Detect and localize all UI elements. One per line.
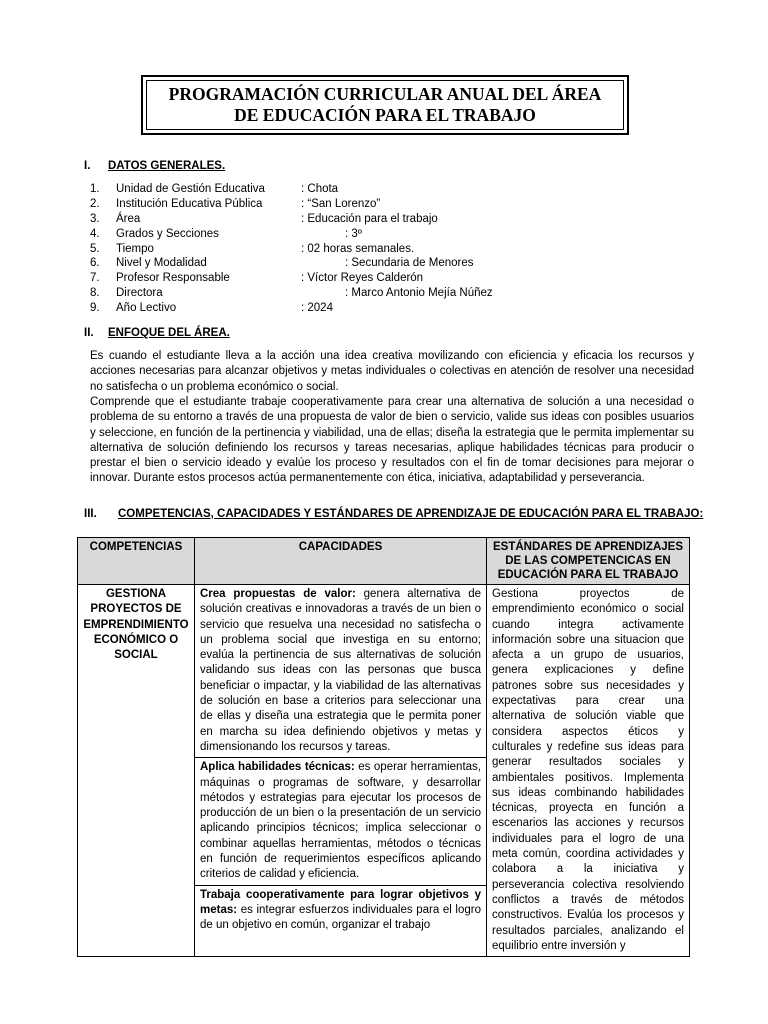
list-item: 5. Tiempo : 02 horas semanales. (90, 242, 415, 255)
enfoque-paragraph-1: Es cuando el estudiante lleva a la acción una idea creativa movilizando con eficiencia y eficacia los recursos y acciones necesarias para alcanzar objetivos y metas individuales o colectivas en atención de resolver una necesidad no satisfecha o un problema económico o social. (90, 350, 694, 393)
list-item: 8. Directora : Marco Antonio Mejía Núñez (90, 287, 493, 300)
competencia-cell: GESTIONA PROYECTOS DE EMPRENDIMIENTO ECONÓMICO O SOCIAL (78, 585, 195, 957)
list-item: 1. Unidad de Gestión Educativa : Chota (90, 183, 339, 195)
section-label: DATOS GENERALES. (108, 160, 226, 172)
section-label: COMPETENCIAS, CAPACIDADES Y ESTÁNDARES DE APRENDIZAJE DE EDUCACIÓN PARA EL TRABAJO: (118, 508, 704, 520)
list-item: 2. Institución Educativa Pública : “San Lorenzo” (90, 197, 381, 210)
capacidad-item (195, 585, 486, 758)
competencias-table (77, 537, 690, 957)
list-item: 6. Nivel y Modalidad : Secundaria de Menores (90, 257, 474, 270)
column-header-estandares: ESTÁNDARES DE APRENDIZAJES DE LAS COMPETENCICAS EN EDUCACIÓN PARA EL TRABAJO (487, 538, 690, 585)
capacidad-title: Aplica habilidades técnicas: (200, 761, 355, 774)
section-heading-datos (84, 158, 225, 174)
capacidades-cell (195, 585, 487, 957)
section-label: ENFOQUE DEL ÁREA. (108, 327, 230, 339)
section-number: II. (84, 327, 94, 339)
title-line-1: PROGRAMACIÓN CURRICULAR ANUAL DEL ÁREA (168, 84, 602, 104)
estandar-text: Gestiona proyectos de emprendimiento económico o social cuando integra activamente información sobre una situacion que afecta a un grupo de usuarios, genera explicaciones y define patrones sobre sus necesidades y expectativas para crear una alternativa de solución viable que considera aspectos éticos y culturales y redefine sus ideas para generar resultados sociales y ambientales positivos. Implementa sus ideas combinando habilidades técnicas, proyecta en función a escenarios las acciones y recursos individuales para el logro de una meta común, coordina actividades y colabora a la iniciativa y perseverancia colectiva resolviendo conflictos a través de métodos constructivos. Evalúa los procesos y resultados parciales, analizando el equilibrio entre inversión y (492, 588, 684, 952)
list-item: 7. Profesor Responsable : Víctor Reyes Calderón (90, 272, 424, 285)
capacidad-title: Trabaja cooperativamente para lograr objetivos y metas: (200, 888, 481, 916)
enfoque-paragraph-2: Comprende que el estudiante trabaje cooperativamente para crear una alternativa de solución a una necesidad o problema de su entorno a través de una propuesta de valor de bien o servicio, valide sus ideas con posibles usuarios y seleccione, en función de la pertinencia y viabilidad, una de ellas; diseña la estrategia que le permita implementar su alternativa de solución definiendo los recursos y tareas necesarias, aplique habilidades técnicas para producir o prestar el bien o servicio ideado y evalúe los proceso y resultados con el fin de tomar decisiones para mejorar o innovar. Durante estos procesos actúa permanentemente con ética, iniciativa, adaptabilidad y perseverancia. (90, 396, 694, 485)
column-header-capacidades: CAPACIDADES (195, 538, 487, 585)
capacidad-item (195, 886, 486, 936)
capacidad-text: es operar herramientas, máquinas o programas de software, y desarrollar métodos y estrategias para ejecutar los procesos de producción de un bien o la presentación de un servicio aplicando principios técnicos; implica seleccionar o combinar aquellas herramientas, métodos o técnicas en función de requerimientos específicos aplicando criterios de calidad y eficiencia. (200, 761, 481, 881)
document-title (146, 80, 624, 130)
estandar-cell (487, 585, 690, 957)
table-header-row (78, 538, 690, 585)
capacidad-title: Crea propuestas de valor: (200, 588, 356, 600)
title-line-2: DE EDUCACIÓN PARA EL TRABAJO (234, 105, 536, 125)
table-row (78, 585, 690, 957)
section-heading-enfoque (84, 325, 230, 341)
list-item: 3. Área : Educación para el trabajo (90, 212, 438, 225)
section-heading-competencias (84, 506, 703, 522)
datos-generales-list (90, 182, 590, 316)
title-frame (141, 75, 629, 135)
list-item: 4. Grados y Secciones : 3º (90, 227, 362, 240)
section-number: III. (84, 508, 97, 520)
column-header-competencias: COMPETENCIAS (78, 538, 195, 585)
capacidad-item (195, 758, 486, 885)
section-number: I. (84, 160, 91, 172)
capacidad-text: genera alternativa de solución creativas e innovadoras a través de un bien o servicio que resuelva una necesidad no satisfecha o un problema social que investiga en su entorno; evalúa la pertinencia de sus alternativas de solución validando sus ideas con las personas que busca beneficiar o impactar, y la viabilidad de las alternativas de solución en base a criterios para seleccionar una de ellas y diseña una estrategia que le permita poner en marcha su idea definiendo objetivos y metas y dimensionando los recursos y tareas. (200, 588, 481, 753)
capacidad-text: es integrar esfuerzos individuales para el logro de un objetivo en común, organizar el trabajo (200, 903, 481, 932)
list-item: 9. Año Lectivo : 2024 (90, 302, 333, 315)
